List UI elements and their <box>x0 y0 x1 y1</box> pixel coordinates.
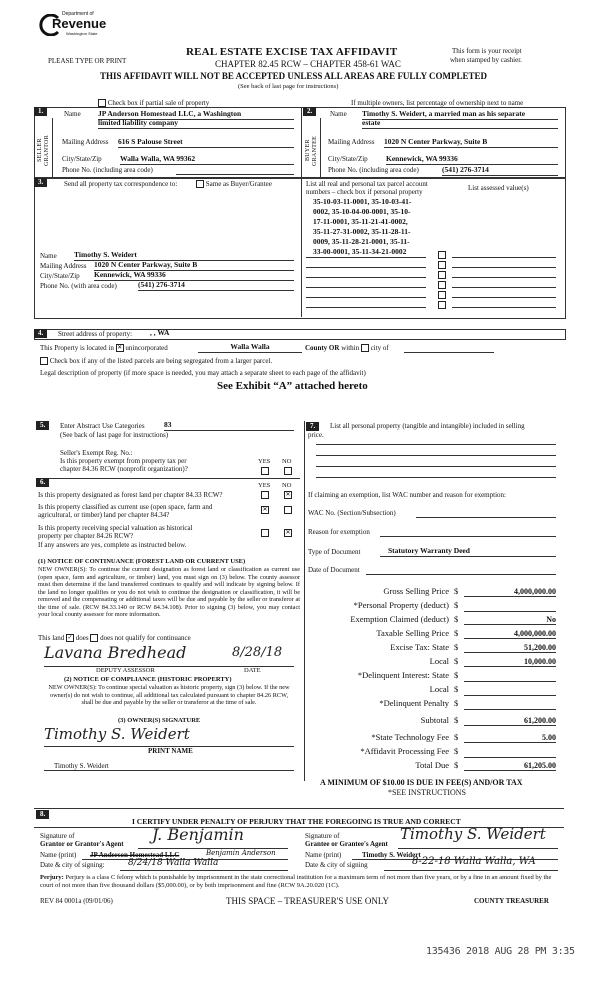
doc-type-value[interactable]: Statutory Warranty Deed <box>380 547 556 557</box>
form-revision: REV 84 0001a (09/01/06) <box>40 897 113 905</box>
county-value[interactable]: Walla Walla <box>198 343 302 353</box>
section-2-number: 2. <box>303 107 316 116</box>
parcel-line[interactable]: 35-10-03-11-0001, 35-10-03-41- <box>313 197 412 206</box>
notice-continuance-title: (1) NOTICE OF CONTINUANCE (FOREST LAND OR CURRENT USE) <box>38 558 246 565</box>
receipt-note-2: when stamped by cashier. <box>450 56 522 64</box>
seller-side-label: SELLER GRANTOR <box>37 135 50 166</box>
s3-name[interactable]: Timothy S. Weidert <box>74 251 294 261</box>
seller-city[interactable]: Walla Walla, WA 99362 <box>120 155 294 165</box>
buyer-phone[interactable]: (541) 276-3714 <box>442 166 558 176</box>
tax-row-technology: *State Technology Fee $ 5.00 <box>371 732 556 742</box>
certify-statement: I CERTIFY UNDER PENALTY OF PERJURY THAT THE FOREGOING IS TRUE AND CORRECT <box>132 817 461 826</box>
notice-compliance-body: NEW OWNER(S): To continue special valuation as historic property, sign (3) below. If the new owner(s) do not wish to continue, all additional tax calculated pursuant to chapter 84.26 RCW, shall be due and payable by the seller or transferor at the time of sale. <box>48 684 290 707</box>
section-4-number: 4. <box>34 329 47 338</box>
tax-row-subtotal: Subtotal $ 61,200.00 <box>420 715 556 725</box>
revenue-logo <box>38 12 108 42</box>
parcel-line[interactable]: 0009, 35-11-28-21-0001, 35-11- <box>313 237 410 246</box>
parcel-label-1: List all real and personal tax parcel account <box>306 180 428 188</box>
s3-phone[interactable]: (541) 276-3714 <box>138 281 294 291</box>
parcel-personal-checkbox[interactable] <box>438 271 446 279</box>
grantee-name-print[interactable]: Timothy S. Weidert <box>362 851 421 859</box>
tax-row-personal: *Personal Property (deduct) $ <box>306 601 562 615</box>
s3-city-label: City/State/Zip <box>40 272 80 280</box>
buyer-phone-label: Phone No. (including area code) <box>328 166 419 174</box>
tax-row-penalty: *Delinquent Penalty $ <box>306 699 562 713</box>
forest-question: Is this property designated as forest land per chapter 84.33 RCW? <box>38 491 223 499</box>
form-title: REAL ESTATE EXCISE TAX AFFIDAVIT <box>186 46 398 58</box>
assessor-date-label: DATE <box>244 667 261 674</box>
parcel-line[interactable]: 35-11-27-31-0002, 35-11-28-11- <box>313 227 411 236</box>
current-use-question-2: agricultural, or timber) land per chapter 84.34? <box>38 511 170 519</box>
s6-no-header: NO <box>282 482 292 489</box>
tax-value[interactable]: 4,000,000.00 <box>464 587 556 597</box>
wac-label: WAC No. (Section/Subsection) <box>308 509 396 517</box>
parcel-personal-checkbox[interactable] <box>438 301 446 309</box>
personal-property-label-2: price. <box>308 431 324 439</box>
notice-continuance-body: NEW OWNER(S): To continue the current designation as forest land or classification as current use (open space, farm and agriculture, or timber) land, you must sign on (3) below. The county assessor must then determine if the land transferred continues to qualify and will indicate by signing below. If the land no longer qualifies or you do not wish to continue the designation or classification, it will be removed and the compensating or additional taxes will be due and payable by the seller or transferor at the time of sale. (RCW 84.33.140 or RCW 84.34.108). Prior to signing (3) below, you may contact your local county assessor for more information. <box>38 566 300 619</box>
s3-mailing-label: Mailing Address <box>40 262 87 270</box>
see-instructions-note: *SEE INSTRUCTIONS <box>388 788 467 797</box>
parcel-personal-checkbox[interactable] <box>438 291 446 299</box>
partial-sale-check[interactable]: Check box if partial sale of property <box>98 99 209 107</box>
grantor-sig-label-2: Grantor or Grantor's Agent <box>40 840 124 848</box>
exempt-yes-checkbox[interactable] <box>261 467 269 475</box>
exempt-no-checkbox[interactable] <box>284 467 292 475</box>
tax-value[interactable]: No <box>464 615 556 625</box>
s5-no-header: NO <box>282 458 292 465</box>
tax-row-gross: Gross Selling Price $ 4,000,000.00 <box>383 586 556 596</box>
if-yes-note: If any answers are yes, complete as instructed below. <box>38 541 187 549</box>
forest-yes-checkbox[interactable] <box>261 491 269 499</box>
section-1-number: 1. <box>34 107 47 116</box>
buyer-city[interactable]: Kennewick, WA 99336 <box>386 155 558 165</box>
seller-name-2[interactable]: limited liability company <box>98 119 294 129</box>
s6-yes-header: YES <box>258 482 271 489</box>
s5-yes-header: YES <box>258 458 271 465</box>
historic-yes-checkbox[interactable] <box>261 529 269 537</box>
section-8-number: 8. <box>36 810 49 819</box>
grantor-name-print[interactable]: JP Anderson Homestead LLC <box>90 851 180 859</box>
s3-city[interactable]: Kennewick, WA 99336 <box>94 271 294 281</box>
tax-row-interest-state: *Delinquent Interest: State $ <box>306 671 562 685</box>
tax-value[interactable]: 5.00 <box>464 733 556 743</box>
logo-dept: Department of <box>62 11 94 17</box>
abstract-label: Enter Abstract Use Categories <box>60 422 145 430</box>
tax-row-total: Total Due $ 61,205.00 <box>415 760 556 770</box>
grantor-date-label: Date & city of signing: <box>40 861 105 869</box>
parcel-label-2: numbers – check box if personal property <box>306 188 423 196</box>
county-treasurer: COUNTY TREASURER <box>474 897 549 905</box>
doc-type-label: Type of Document <box>308 548 361 556</box>
unincorporated-checkbox[interactable]: ✕ <box>117 345 123 352</box>
minimum-due-note: A MINIMUM OF $10.00 IS DUE IN FEE(S) AND/OR TAX <box>320 778 523 787</box>
buyer-name-label: Name <box>330 110 347 118</box>
exempt-q1: Is this property exempt from property tax per <box>60 457 187 465</box>
assessor-date[interactable]: 8/28/18 <box>232 645 283 660</box>
send-correspondence-label: Send all property tax correspondence to: <box>64 180 178 188</box>
perjury-note: Perjury: Perjury is a class C felony which is punishable by imprisonment in the state correctional institution for a maximum term of not more than five years, or by a fine in an amount fixed by the court of not more than five thousand dollars ($5,000.00), or by both imprisonment and fine (RCW 9A.20.020 (1C). <box>40 874 552 890</box>
street-label: Street address of property: <box>58 330 133 338</box>
tax-value[interactable] <box>464 747 556 758</box>
grantee-name-label: Name (print) <box>305 851 342 859</box>
grantee-date-city[interactable]: 8-22-18 Walla Walla, WA <box>412 856 536 867</box>
please-type: PLEASE TYPE OR PRINT <box>48 57 127 65</box>
county-or-line: County OR within city of <box>305 344 389 352</box>
legal-value[interactable]: See Exhibit “A” attached hereto <box>217 380 368 392</box>
logo-state: Washington State <box>66 31 98 36</box>
grantor-date-city[interactable]: 8/24/18 Walla Walla <box>128 858 219 868</box>
tax-value[interactable]: 10,000.00 <box>464 657 556 667</box>
section-6-number: 6. <box>36 478 49 487</box>
tax-row-excise-local: Local $ 10,000.00 <box>429 656 556 666</box>
abstract-value[interactable]: 83 <box>164 421 294 431</box>
grantee-sig-label-2: Grantee or Grantee's Agent <box>305 840 388 848</box>
section-7-number: 7. <box>306 422 319 431</box>
buyer-name-2[interactable]: estate <box>362 119 558 129</box>
buyer-side-label: BUYER GRANTEE <box>305 135 318 166</box>
street-value[interactable]: , , WA <box>150 328 170 337</box>
treasurer-space: THIS SPACE – TREASURER'S USE ONLY <box>226 896 390 906</box>
assessor-signature[interactable]: Lavana Bredhead <box>44 643 187 662</box>
within-city-checkbox[interactable] <box>361 344 369 352</box>
segregated-checkbox[interactable] <box>40 357 48 365</box>
located-line: This Property is located in ✕ unincorporated <box>40 344 168 352</box>
buyer-city-label: City/State/Zip <box>328 155 368 163</box>
exempt-reg-label: Seller's Exempt Reg. No.: <box>60 449 133 457</box>
s3-phone-label: Phone No. (with area code) <box>40 282 117 290</box>
seller-phone-label: Phone No. (including area code) <box>62 166 153 174</box>
grantor-sig-label-1: Signature of <box>40 832 75 840</box>
does-checkbox[interactable]: ✓ <box>67 635 73 642</box>
assessed-value-label: List assessed value(s) <box>468 184 529 192</box>
tax-value[interactable]: 61,200.00 <box>464 716 556 726</box>
current-use-no-checkbox[interactable] <box>284 506 292 514</box>
same-as-buyer[interactable]: Same as Buyer/Grantee <box>196 180 272 188</box>
tax-value[interactable] <box>464 685 556 696</box>
owner-signature-title: (3) OWNER(S) SIGNATURE <box>118 717 201 724</box>
notice-compliance-title: (2) NOTICE OF COMPLIANCE (HISTORIC PROPERTY) <box>64 676 232 683</box>
legal-label: Legal description of property (if more space is needed, you may attach a separate sheet to each page of the affidavit) <box>40 369 366 377</box>
tax-value[interactable]: 61,205.00 <box>464 761 556 771</box>
tax-row-excise-state: Excise Tax: State $ 51,200.00 <box>390 642 556 652</box>
owner-signature[interactable]: Timothy S. Weidert <box>44 725 190 743</box>
tax-value[interactable]: 4,000,000.00 <box>464 629 556 639</box>
tax-row-taxable: Taxable Selling Price $ 4,000,000.00 <box>376 628 556 638</box>
grantor-name-handwritten[interactable]: Benjamin Anderson <box>206 849 276 857</box>
section-3-number: 3. <box>34 178 47 187</box>
logo-name: Revenue <box>52 16 107 31</box>
seller-name-1[interactable]: JP Anderson Homestead LLC, a Washington <box>98 110 294 120</box>
historic-question-2: property per chapter 84.26 RCW? <box>38 532 134 540</box>
parcel-personal-checkbox[interactable] <box>438 261 446 269</box>
buyer-mailing-label: Mailing Address <box>328 138 375 146</box>
grantor-name-label: Name (print) <box>40 851 77 859</box>
continuance-line: This land ✓ does does not qualify for continuance <box>38 634 191 642</box>
tax-table <box>306 586 562 770</box>
tax-row-exemption: Exemption Claimed (deduct) $ No <box>350 614 556 624</box>
form-subtitle: CHAPTER 82.45 RCW – CHAPTER 458-61 WAC <box>215 59 401 69</box>
multiple-owners-note: If multiple owners, list percentage of ownership next to name <box>351 99 524 107</box>
tax-value[interactable] <box>464 671 556 682</box>
parcel-line[interactable]: 33-00-0001, 35-11-34-21-0002 <box>313 247 407 256</box>
buyer-name-1[interactable]: Timothy S. Weidert, a married man as his separate <box>362 110 558 120</box>
tax-row-processing: *Affidavit Processing Fee $ <box>306 747 562 761</box>
parcel-personal-checkbox[interactable] <box>438 251 446 259</box>
deputy-assessor-label: DEPUTY ASSESSOR <box>96 667 155 674</box>
historic-question-1: Is this property receiving special valuation as historical <box>38 524 193 532</box>
receipt-stamp: 135436 2018 AUG 28 PM 3:35 <box>426 946 575 957</box>
s3-name-label: Name <box>40 252 57 260</box>
print-name-value[interactable]: Timothy S. Weidert <box>54 762 109 770</box>
tax-value[interactable] <box>464 699 556 710</box>
current-use-yes-checkbox[interactable]: ✕ <box>262 507 268 513</box>
segregated-line[interactable]: Check box if any of the listed parcels are being segregated from a larger parcel. <box>40 357 272 365</box>
tax-row-interest-local: Local $ <box>306 685 562 699</box>
grantee-sig-label-1: Signature of <box>305 832 340 840</box>
warning-text: THIS AFFIDAVIT WILL NOT BE ACCEPTED UNLESS ALL AREAS ARE FULLY COMPLETED <box>100 71 488 81</box>
forest-no-checkbox[interactable]: ✕ <box>285 492 291 498</box>
print-name-label: PRINT NAME <box>148 747 193 755</box>
parcel-line[interactable]: 17-11-0001, 35-11-21-41-0002, <box>313 217 408 226</box>
personal-property-label-1: List all personal property (tangible and intangible) included in selling <box>330 422 525 430</box>
tax-value[interactable]: 51,200.00 <box>464 643 556 653</box>
same-as-buyer-checkbox[interactable] <box>196 180 204 188</box>
doc-date-label: Date of Document <box>308 566 360 574</box>
parcel-personal-checkbox[interactable] <box>438 281 446 289</box>
does-not-checkbox[interactable] <box>90 634 98 642</box>
grantee-signature[interactable]: Timothy S. Weidert <box>400 825 546 843</box>
section-5-number: 5. <box>36 421 49 430</box>
buyer-mailing[interactable]: 1020 N Center Parkway, Suite B <box>384 138 558 148</box>
seller-name-label: Name <box>64 110 81 118</box>
current-use-question-1: Is this property classified as current use (open space, farm and <box>38 503 213 511</box>
historic-no-checkbox[interactable]: ✕ <box>285 530 291 536</box>
seller-mailing[interactable]: 616 S Palouse Street <box>118 138 294 148</box>
exempt-q2: chapter 84.36 RCW (nonprofit organization)? <box>60 465 188 473</box>
receipt-note-1: This form is your receipt <box>452 47 522 55</box>
s3-mailing[interactable]: 1020 N Center Parkway, Suite B <box>94 261 294 271</box>
tax-value[interactable] <box>464 601 556 612</box>
grantee-date-label: Date & city of signing <box>305 861 368 869</box>
seller-mailing-label: Mailing Address <box>62 138 109 146</box>
reason-label: Reason for exemption <box>308 528 370 536</box>
grantor-signature[interactable]: J. Benjamin <box>152 825 244 844</box>
seller-city-label: City/State/Zip <box>62 155 102 163</box>
abstract-see-back: (See back of last page for instructions) <box>60 431 169 439</box>
parcel-line[interactable]: 0002, 35-10-04-00-0001, 35-10- <box>313 207 411 216</box>
exemption-claim-label: If claiming an exemption, list WAC number and reason for exemption: <box>308 491 506 499</box>
see-back: (See back of last page for instructions) <box>238 83 339 90</box>
